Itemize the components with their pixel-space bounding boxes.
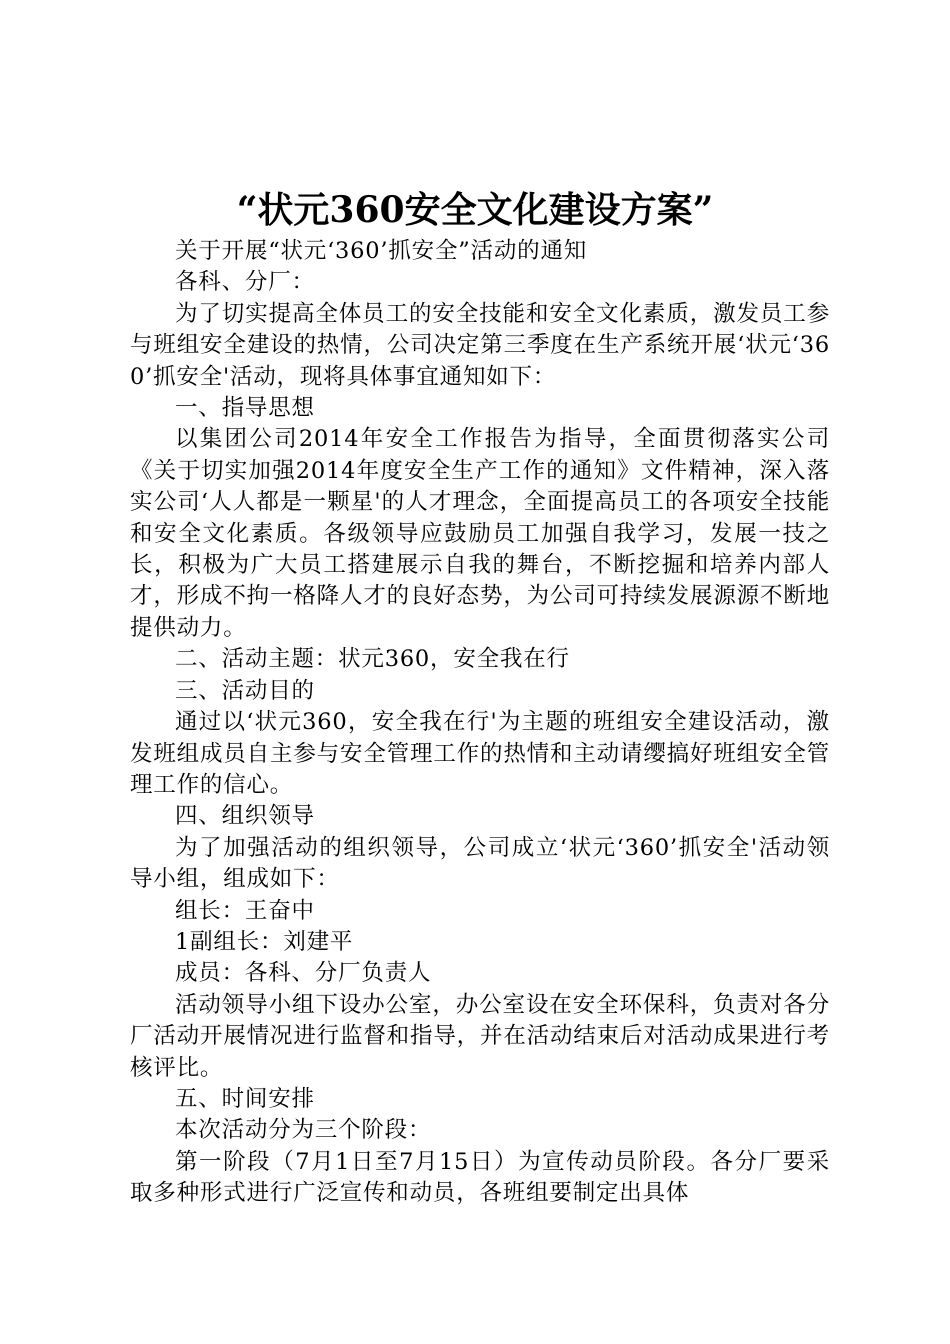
members-line: 成员：各科、分厂负责人 <box>175 960 432 987</box>
notice-heading: 关于开展“状元‘360’抓安全”活动的通知 <box>175 238 588 264</box>
schedule-intro: 本次活动分为三个阶段： <box>175 1117 432 1144</box>
group-leader-line: 组长：王奋中 <box>175 897 315 924</box>
intro-paragraph: 为了切实提高全体员工的安全技能和安全文化素质，激发员工参与班组安全建设的热情，公司决定第三季度在生产系统开展‘状元‘360’抓安全'活动，现将具体事宜通知如下： <box>130 300 830 390</box>
document-body <box>130 236 830 1210</box>
section-heading-guiding-ideology: 一、指导思想 <box>175 395 315 422</box>
document-title: “状元360安全文化建设方案” <box>236 189 714 231</box>
stage-one-paragraph: 第一阶段（7月1日至7月15日）为宣传动员阶段。各分厂要采取多种形式进行广泛宣传和动员，各班组要制定出具体 <box>130 1148 830 1207</box>
salutation: 各科、分厂： <box>175 269 315 296</box>
section-heading-purpose: 三、活动目的 <box>175 677 315 704</box>
section-heading-theme: 二、活动主题：状元360，安全我在行 <box>175 646 570 673</box>
section-heading-schedule: 五、时间安排 <box>175 1085 315 1112</box>
guiding-ideology-paragraph: 以集团公司2014年安全工作报告为指导，全面贯彻落实公司《关于切实加强2014年度安全生产工作的通知》文件精神，深入落实公司‘人人都是一颗星'的人才理念，全面提高员工的各项安全技能和安全文化素质。各级领导应鼓励员工加强自我学习，发展一技之长，积极为广大员工搭建展示自我的舞台，不断挖掘和培养内部人才，形成不拘一格降人才的良好态势，为公司可持续发展源源不断地提供动力。 <box>130 426 830 641</box>
office-paragraph: 活动领导小组下设办公室，办公室设在安全环保科，负责对各分厂活动开展情况进行监督和指导，并在活动结束后对活动成果进行考核评比。 <box>130 991 830 1081</box>
section-heading-leadership: 四、组织领导 <box>175 803 315 830</box>
purpose-paragraph: 通过以‘状元360，安全我在行'为主题的班组安全建设活动，激发班组成员自主参与安全管理工作的热情和主动请缨搞好班组安全管理工作的信心。 <box>130 709 830 798</box>
deputy-leader-line: 1副组长：刘建平 <box>175 928 354 955</box>
leadership-paragraph: 为了加强活动的组织领导，公司成立‘状元‘360’抓安全'活动领导小组，组成如下： <box>130 834 830 893</box>
